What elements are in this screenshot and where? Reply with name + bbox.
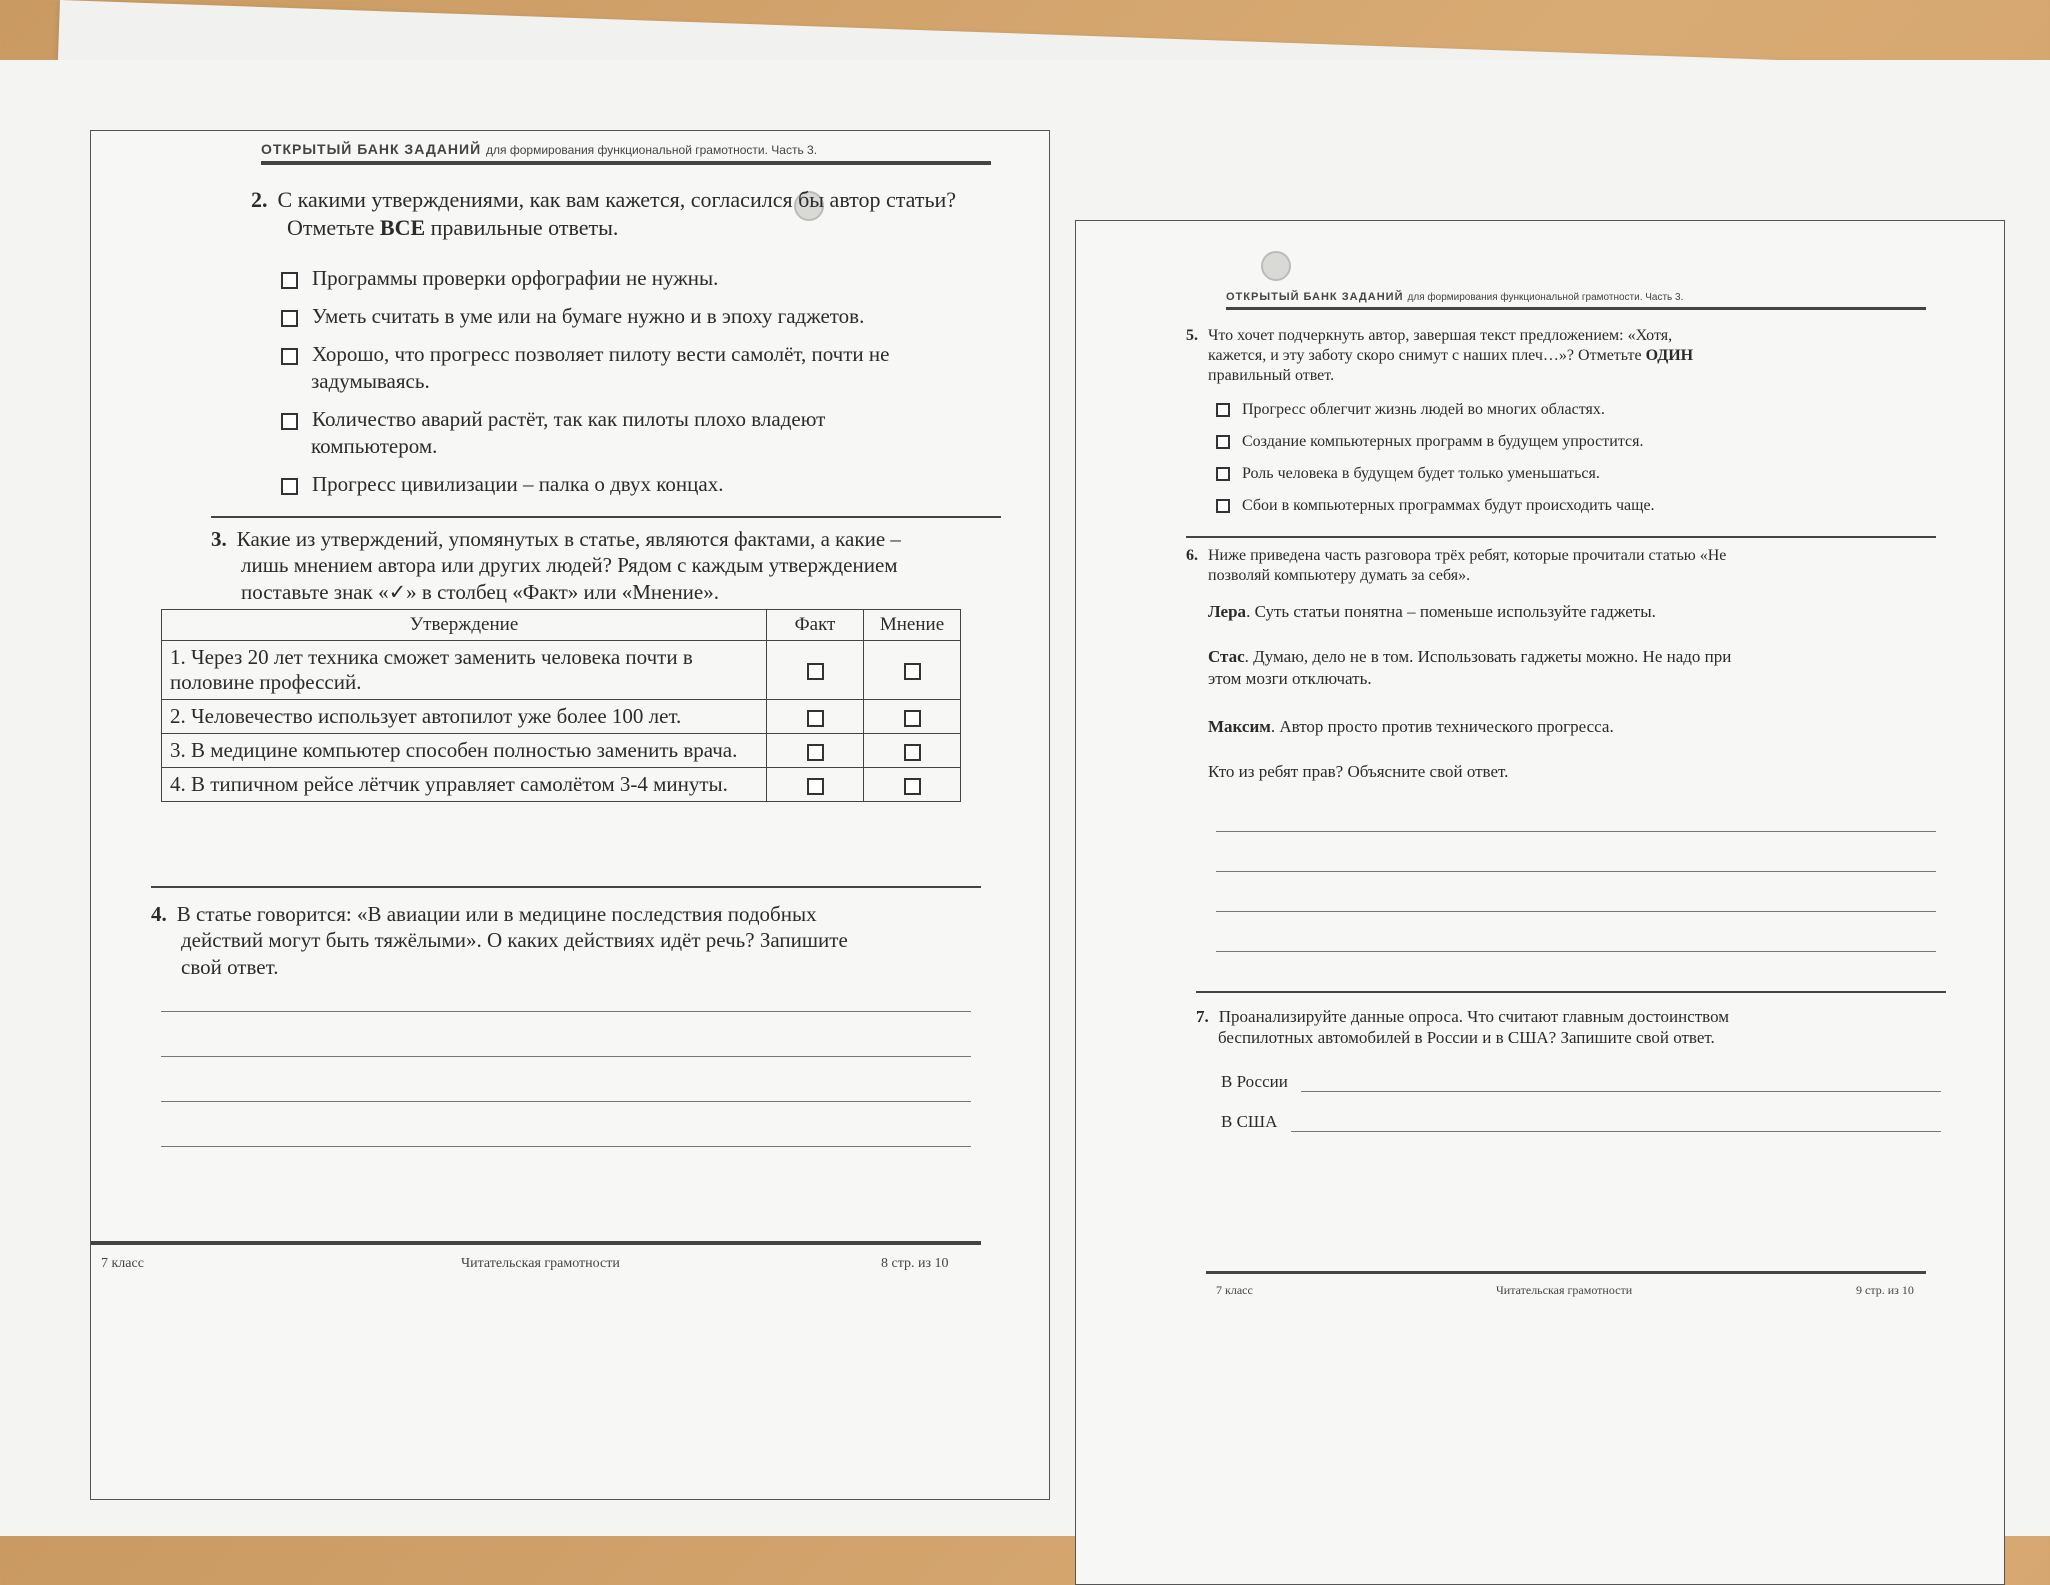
answer-line[interactable] — [161, 1146, 971, 1147]
opinion-cell[interactable] — [864, 641, 961, 700]
task-2-question — [251, 186, 991, 241]
table-row — [162, 768, 961, 802]
task-5-option-2[interactable]: Создание компьютерных программ в будущем упростится. — [1216, 433, 1643, 451]
answer-line[interactable] — [1216, 831, 1936, 832]
footer-page: 9 стр. из 10 — [1856, 1283, 1914, 1297]
facts-table — [161, 609, 961, 802]
column-header-fact: Факт — [767, 610, 864, 641]
checkbox[interactable] — [807, 710, 824, 727]
divider — [211, 516, 1001, 518]
task-7-question: 7. Проанализируйте данные опроса. Что считают главным достоинством беспилотных автомобилей в России и в США? Запишите свой ответ. — [1196, 1007, 1730, 1048]
task-5-option-3[interactable]: Роль человека в будущем будет только уменьшаться. — [1216, 465, 1600, 483]
worksheet-spread — [0, 60, 2050, 1536]
checkbox[interactable] — [807, 778, 824, 795]
checkbox[interactable] — [807, 744, 824, 761]
statement-cell: 3. В медицине компьютер способен полностью заменить врача. — [162, 734, 767, 768]
divider — [1196, 991, 1946, 993]
dialog-maxim: Максим. Автор просто против технического прогресса. — [1208, 717, 1614, 736]
fact-cell[interactable] — [767, 700, 864, 734]
right-page — [1075, 220, 2005, 1585]
header-subtitle: для формирования функциональной грамотности. Часть 3. — [486, 143, 818, 157]
russia-answer-line[interactable] — [1301, 1091, 1941, 1092]
checkbox[interactable] — [281, 478, 298, 495]
left-page-header — [261, 141, 991, 165]
task-instruction: Отметьте — [287, 214, 380, 240]
checkbox[interactable] — [281, 310, 298, 327]
task-2-option-1[interactable]: Программы проверки орфографии не нужны. — [281, 266, 718, 291]
task-instruction-bold: ВСЕ — [379, 214, 426, 240]
fact-cell[interactable] — [767, 768, 864, 802]
task-2-option-4[interactable]: Количество аварий растёт, так как пилоты плохо владеют — [281, 407, 825, 432]
opinion-cell[interactable] — [864, 700, 961, 734]
footer-subject: Читательская грамотности — [461, 1256, 620, 1271]
task-instruction-end: правильные ответы. — [425, 214, 619, 240]
answer-line[interactable] — [1216, 951, 1936, 952]
answer-line[interactable] — [1216, 911, 1936, 912]
table-row — [162, 700, 961, 734]
task-6-prompt: Кто из ребят прав? Объясните свой ответ. — [1208, 762, 1509, 781]
checkbox[interactable] — [904, 710, 921, 727]
task-2-option-4-cont: компьютером. — [311, 434, 438, 458]
checkbox[interactable] — [807, 663, 824, 680]
task-5-question: 5. Что хочет подчеркнуть автор, завершая текст предложением: «Хотя, кажется, и эту заботу скоро снимут с наших плеч…»? Отметьте ОДИН правильный ответ. — [1186, 327, 1694, 384]
checkbox[interactable] — [904, 663, 921, 680]
task-2-option-5[interactable]: Прогресс цивилизации – палка о двух концах. — [281, 472, 723, 497]
statement-cell: 4. В типичном рейсе лётчик управляет самолётом 3-4 минуты. — [162, 768, 767, 802]
footer-grade: 7 класс — [101, 1256, 144, 1271]
task-number: 5. — [1186, 327, 1198, 344]
answer-line[interactable] — [161, 1056, 971, 1057]
dialog-lera: Лера. Суть статьи понятна – поменьше используйте гаджеты. — [1208, 602, 1656, 621]
answer-line[interactable] — [161, 1011, 971, 1012]
divider — [151, 886, 981, 888]
task-2-option-3[interactable]: Хорошо, что прогресс позволяет пилоту вести самолёт, почти не — [281, 342, 889, 367]
dialog-stas: Стас. Думаю, дело не в том. Использовать гаджеты можно. Не надо при этом мозги отключать. — [1208, 647, 1732, 689]
header-title: ОТКРЫТЫЙ БАНК ЗАДАНИЙ — [1226, 291, 1404, 303]
divider — [1186, 536, 1936, 538]
table-row — [162, 641, 961, 700]
statement-cell: 2. Человечество использует автопилот уже более 100 лет. — [162, 700, 767, 734]
task-3-question: 3. Какие из утверждений, упомянутых в статье, являются фактами, а какие – лишь мнением автора или других людей? Рядом с каждым утверждением поставьте знак «✓» в столбец «Факт» или «Мнение». — [211, 527, 901, 604]
table-header-row — [162, 610, 961, 641]
checkbox[interactable] — [281, 348, 298, 365]
task-2-option-3-cont: задумываясь. — [311, 369, 430, 393]
checkbox[interactable] — [281, 413, 298, 430]
punch-hole — [1261, 251, 1291, 281]
task-2-option-2[interactable]: Уметь считать в уме или на бумаге нужно и в эпоху гаджетов. — [281, 304, 864, 329]
footer-subject: Читательская грамотности — [1496, 1283, 1633, 1297]
task-number: 3. — [211, 527, 227, 551]
checkbox[interactable] — [1216, 435, 1230, 449]
checkbox[interactable] — [904, 778, 921, 795]
task-5-option-1[interactable]: Прогресс облегчит жизнь людей во многих областях. — [1216, 401, 1605, 419]
task-number: 7. — [1196, 1007, 1209, 1026]
task-text: С какими утверждениями, как вам кажется, согласился бы автор статьи? — [277, 187, 957, 212]
task-number: 4. — [151, 902, 167, 926]
task-4-question: 4. В статье говорится: «В авиации или в медицине последствия подобных действий могут быть тяжёлыми». О каких действиях идёт речь? Запишите свой ответ. — [151, 902, 848, 979]
russia-label: В России — [1221, 1072, 1288, 1091]
footer-grade: 7 класс — [1216, 1283, 1253, 1297]
right-page-header — [1226, 291, 1926, 310]
fact-cell[interactable] — [767, 734, 864, 768]
task-number: 2. — [251, 187, 268, 212]
task-5-option-4[interactable]: Сбои в компьютерных программах будут происходить чаще. — [1216, 497, 1655, 515]
answer-line[interactable] — [1216, 871, 1936, 872]
usa-label: В США — [1221, 1112, 1278, 1131]
left-page — [90, 130, 1050, 1500]
header-subtitle: для формирования функциональной грамотности. Часть 3. — [1407, 292, 1684, 303]
opinion-cell[interactable] — [864, 768, 961, 802]
checkbox[interactable] — [281, 272, 298, 289]
table-row — [162, 734, 961, 768]
footer-rule — [91, 1241, 981, 1245]
footer-page: 8 стр. из 10 — [881, 1256, 949, 1271]
fact-cell[interactable] — [767, 641, 864, 700]
checkbox[interactable] — [1216, 403, 1230, 417]
usa-answer-line[interactable] — [1291, 1131, 1941, 1132]
opinion-cell[interactable] — [864, 734, 961, 768]
header-title: ОТКРЫТЫЙ БАНК ЗАДАНИЙ — [261, 141, 482, 157]
statement-cell: 1. Через 20 лет техника сможет заменить человека почти в половине профессий. — [162, 641, 767, 700]
checkbox[interactable] — [1216, 467, 1230, 481]
footer-rule — [1206, 1271, 1926, 1274]
column-header-opinion: Мнение — [864, 610, 961, 641]
answer-line[interactable] — [161, 1101, 971, 1102]
task-6-question: 6. Ниже приведена часть разговора трёх ребят, которые прочитали статью «Не позволяй компьютеру думать за себя». — [1186, 547, 1727, 584]
checkbox[interactable] — [904, 744, 921, 761]
column-header-statement: Утверждение — [162, 610, 767, 641]
checkbox[interactable] — [1216, 499, 1230, 513]
task-number: 6. — [1186, 547, 1198, 564]
